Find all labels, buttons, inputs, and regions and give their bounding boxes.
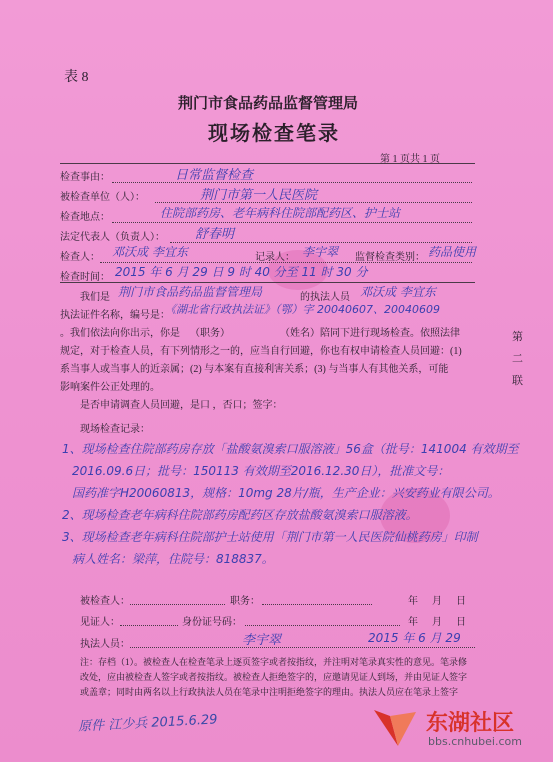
watermark-name: 东湖社区 (426, 711, 515, 736)
record-line: 病人姓名：梁萍，住院号：818837。 (72, 552, 274, 566)
witness-label: 见证人： (80, 617, 120, 628)
notice-para-1: 规定，对于检查人员，有下列情形之一的，应当自行回避，你也有权申请检查人员回避：(1) (60, 346, 462, 357)
footnote-3: 或盖章；同时由两名以上行政执法人员在笔录中注明拒绝签字的理由。执法人员应在笔录上签字 (80, 687, 459, 697)
id-number-label: 身份证号码： (182, 617, 242, 628)
inspector-label: 检查人： (60, 252, 100, 263)
enforcer-value: 邓沃成 李宜东 (360, 285, 436, 299)
legal-rep-label: 法定代表人（负责人）： (60, 232, 165, 243)
record-heading: 现场检查记录： (80, 424, 150, 435)
handwritten-signature: 原件 江少兵 2015.6.29 (77, 712, 218, 735)
year-label: 年 (408, 617, 418, 628)
supervisor-label: 监督检查类别： (355, 252, 425, 263)
copy-label-2: 二 (512, 353, 523, 365)
recorder-value: 李宇翠 (302, 245, 339, 259)
year-label: 年 (408, 596, 418, 607)
day-label: 日 (456, 596, 466, 607)
place-label: 检查地点： (60, 212, 110, 223)
enforcer-sign-label: 执法人员： (80, 639, 130, 650)
subject-label: 检查事由： (60, 172, 110, 183)
time-value: 2015 年 6 月 29 日 9 时 40 分至 11 时 30 分 (115, 265, 368, 279)
recorder-label: 记录人： (255, 252, 295, 263)
inspected-label: 被检查人： (80, 596, 130, 607)
page-count: 第 1 页共 1 页 (380, 154, 440, 165)
month-label: 月 (432, 596, 442, 607)
record-line: 2016.09.6日；批号：150113 有效期至2016.12.30日），批准文号： (72, 464, 450, 478)
name-label: （姓名）陪同下进行现场检查。依照法律 (280, 328, 460, 339)
watermark-logo (368, 706, 428, 750)
enforcer-sign-value: 李宇翠 (242, 633, 282, 648)
enforcer-label: 的执法人员 (300, 292, 350, 303)
footnote-1: 注：存档（1）。被检查人在检查笔录上逐页签字或者按指纹，并注明对笔录真实性的意见。笔录修 (80, 657, 468, 667)
notice-para-2: 系当事人或当事人的近亲属；(2) 与本案有直接利害关系；(3) 与当事人有其他关系，可能 (60, 364, 449, 375)
footnote-2: 改处，应由被检查人签字或者按指纹。被检查人拒绝签字的，应邀请见证人到场，并由见证人签字 (80, 672, 468, 682)
notice-para-4: 是否申请调查人员回避，是口 ，否口；签字： (80, 400, 283, 411)
we-are-value: 荆门市食品药品监督管理局 (118, 285, 263, 299)
position-label: （职务） (190, 328, 230, 339)
notice-para-3: 影响案件公正处理的。 (60, 382, 160, 393)
month-label: 月 (432, 617, 442, 628)
legal-rep-value: 舒春明 (195, 227, 235, 242)
record-line: 3、现场检查老年病科住院部护士站使用「荆门市第一人民医院仙桃药房」印制 (62, 530, 478, 544)
you-label: 。我们依法向你出示，你是 (60, 328, 180, 339)
enforcer-sign-date: 2015 年 6 月 29 (368, 631, 461, 645)
record-line: 国药准字H20060813，规格：10mg 28片/瓶，生产企业：兴安药业有限公司。 (72, 486, 500, 500)
copy-label-1: 第 (512, 331, 523, 343)
cert-label: 执法证件名称，编号是： (60, 310, 170, 321)
record-line: 1、现场检查住院部药房存放「盐酸氨溴索口服溶液」56盒（批号：141004 有效期至 (62, 442, 519, 456)
watermark-url: bbs.cnhubei.com (428, 735, 522, 748)
time-label: 检查时间： (60, 272, 110, 283)
subject-value: 日常监督检查 (175, 168, 254, 183)
supervisor-value: 药品使用 (428, 245, 477, 259)
unit-label: 被检查单位（人）： (60, 192, 145, 203)
position-field-label: 职务： (230, 596, 260, 607)
record-line: 2、现场检查老年病科住院部药房配药区存放盐酸氨溴索口服溶液。 (62, 508, 418, 522)
unit-value: 荆门市第一人民医院 (200, 188, 318, 203)
inspector-value: 邓沃成 李宜东 (112, 245, 188, 259)
we-are-label: 我们是 (80, 292, 110, 303)
cert-value: 《湖北省行政执法证》（鄂）字 20040607、20040609 (165, 303, 440, 316)
place-value: 住院部药房、老年病科住院部配药区、护士站 (160, 206, 401, 220)
copy-label-3: 联 (512, 375, 523, 387)
page-title: 现场检查笔录 (208, 123, 340, 145)
table-number: 表 8 (64, 70, 89, 85)
agency-name: 荆门市食品药品监督管理局 (178, 96, 359, 112)
day-label: 日 (456, 617, 466, 628)
